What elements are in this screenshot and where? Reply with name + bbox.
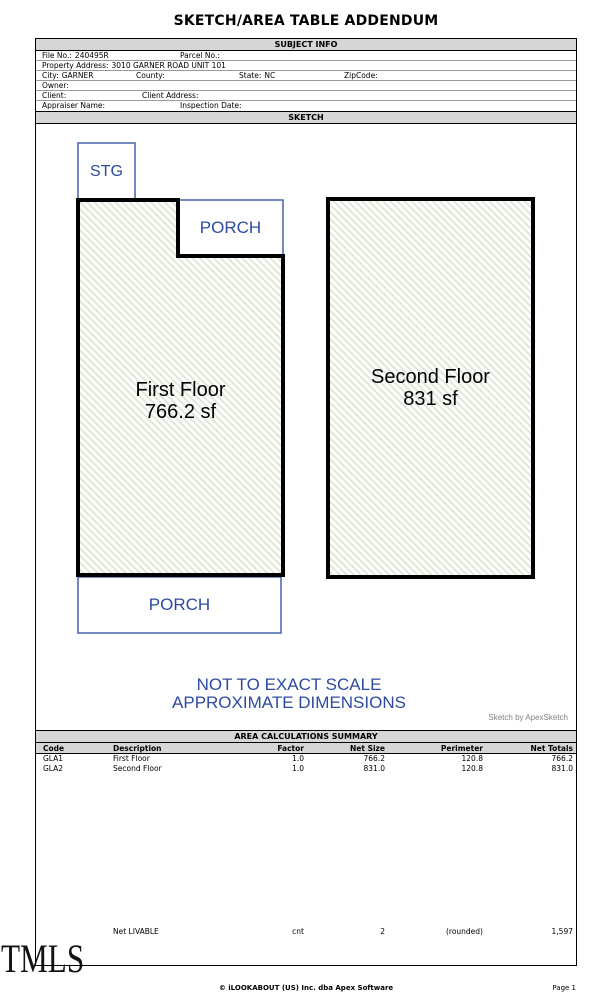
- porch-top-label: PORCH: [199, 218, 262, 237]
- footer-page-number: Page 1: [552, 984, 576, 992]
- porch-bottom-label: PORCH: [148, 595, 211, 614]
- subject-row-appraiser: [36, 101, 576, 111]
- first-floor-label: [78, 379, 283, 423]
- field-zipcode: ZipCode:: [344, 71, 378, 80]
- area-calculations-header: AREA CALCULATIONS SUMMARY: [36, 731, 576, 743]
- floorplan-drawing: [36, 124, 576, 730]
- page-title: SKETCH/AREA TABLE ADDENDUM: [173, 13, 439, 29]
- col-net-size: Net Size: [350, 743, 385, 753]
- sketch-header: SKETCH: [36, 112, 576, 124]
- field-county: County:: [136, 71, 165, 80]
- table-row: GLA1 First Floor 1.0 766.2 120.8 766.2: [43, 754, 573, 763]
- field-property-address: Property Address: 3010 GARNER ROAD UNIT 101: [42, 61, 226, 70]
- net-livable-row: Net LIVABLE cnt 2 (rounded) 1,597: [36, 926, 576, 938]
- second-floor-label: [328, 366, 533, 410]
- field-city: City: GARNER: [42, 71, 94, 80]
- stg-label: STG: [90, 162, 123, 180]
- table-row: GLA2 Second Floor 1.0 831.0 120.8 831.0: [43, 764, 573, 773]
- first-floor-name: First Floor: [135, 379, 226, 401]
- subject-row-client: [36, 91, 576, 101]
- subject-row-address: [36, 61, 576, 71]
- footer-copyright: © iLOOKABOUT (US) Inc. dba Apex Software: [218, 984, 394, 992]
- second-floor-name: Second Floor: [371, 366, 490, 388]
- first-floor-area: 766.2 sf: [144, 401, 217, 423]
- net-livable-label: Net LIVABLE: [113, 927, 159, 936]
- field-client: Client:: [42, 91, 67, 100]
- field-file-no: File No.: 240495R: [42, 51, 109, 60]
- field-appraiser-name: Appraiser Name:: [42, 101, 106, 110]
- second-floor-area: 831 sf: [403, 388, 458, 410]
- field-parcel-no: Parcel No.:: [180, 51, 220, 60]
- sketch-canvas: [36, 124, 576, 730]
- col-factor: Factor: [277, 743, 304, 753]
- subject-row-city: [36, 71, 576, 81]
- tmls-watermark: TMLS: [1, 936, 85, 981]
- subject-row-file: [36, 51, 576, 61]
- subject-info-header: SUBJECT INFO: [36, 39, 576, 51]
- subject-row-owner: [36, 81, 576, 91]
- col-net-totals: Net Totals: [530, 743, 573, 753]
- field-inspection-date: Inspection Date:: [180, 101, 242, 110]
- table-spacer: [36, 774, 576, 926]
- field-client-address: Client Address:: [142, 91, 199, 100]
- col-code: Code: [43, 743, 65, 753]
- scale-disclaimer: NOT TO EXACT SCALE APPROXIMATE DIMENSIONS: [172, 675, 406, 712]
- area-calculations-section: [35, 730, 577, 966]
- subject-info-section: [35, 38, 577, 112]
- col-description: Description: [113, 743, 162, 753]
- sketch-section: [35, 111, 577, 731]
- field-state: State: NC: [239, 71, 276, 80]
- sketch-credit: Sketch by ApexSketch: [488, 713, 568, 722]
- table-header-row: [36, 743, 576, 754]
- col-perimeter: Perimeter: [440, 743, 483, 753]
- field-owner: Owner:: [42, 81, 69, 90]
